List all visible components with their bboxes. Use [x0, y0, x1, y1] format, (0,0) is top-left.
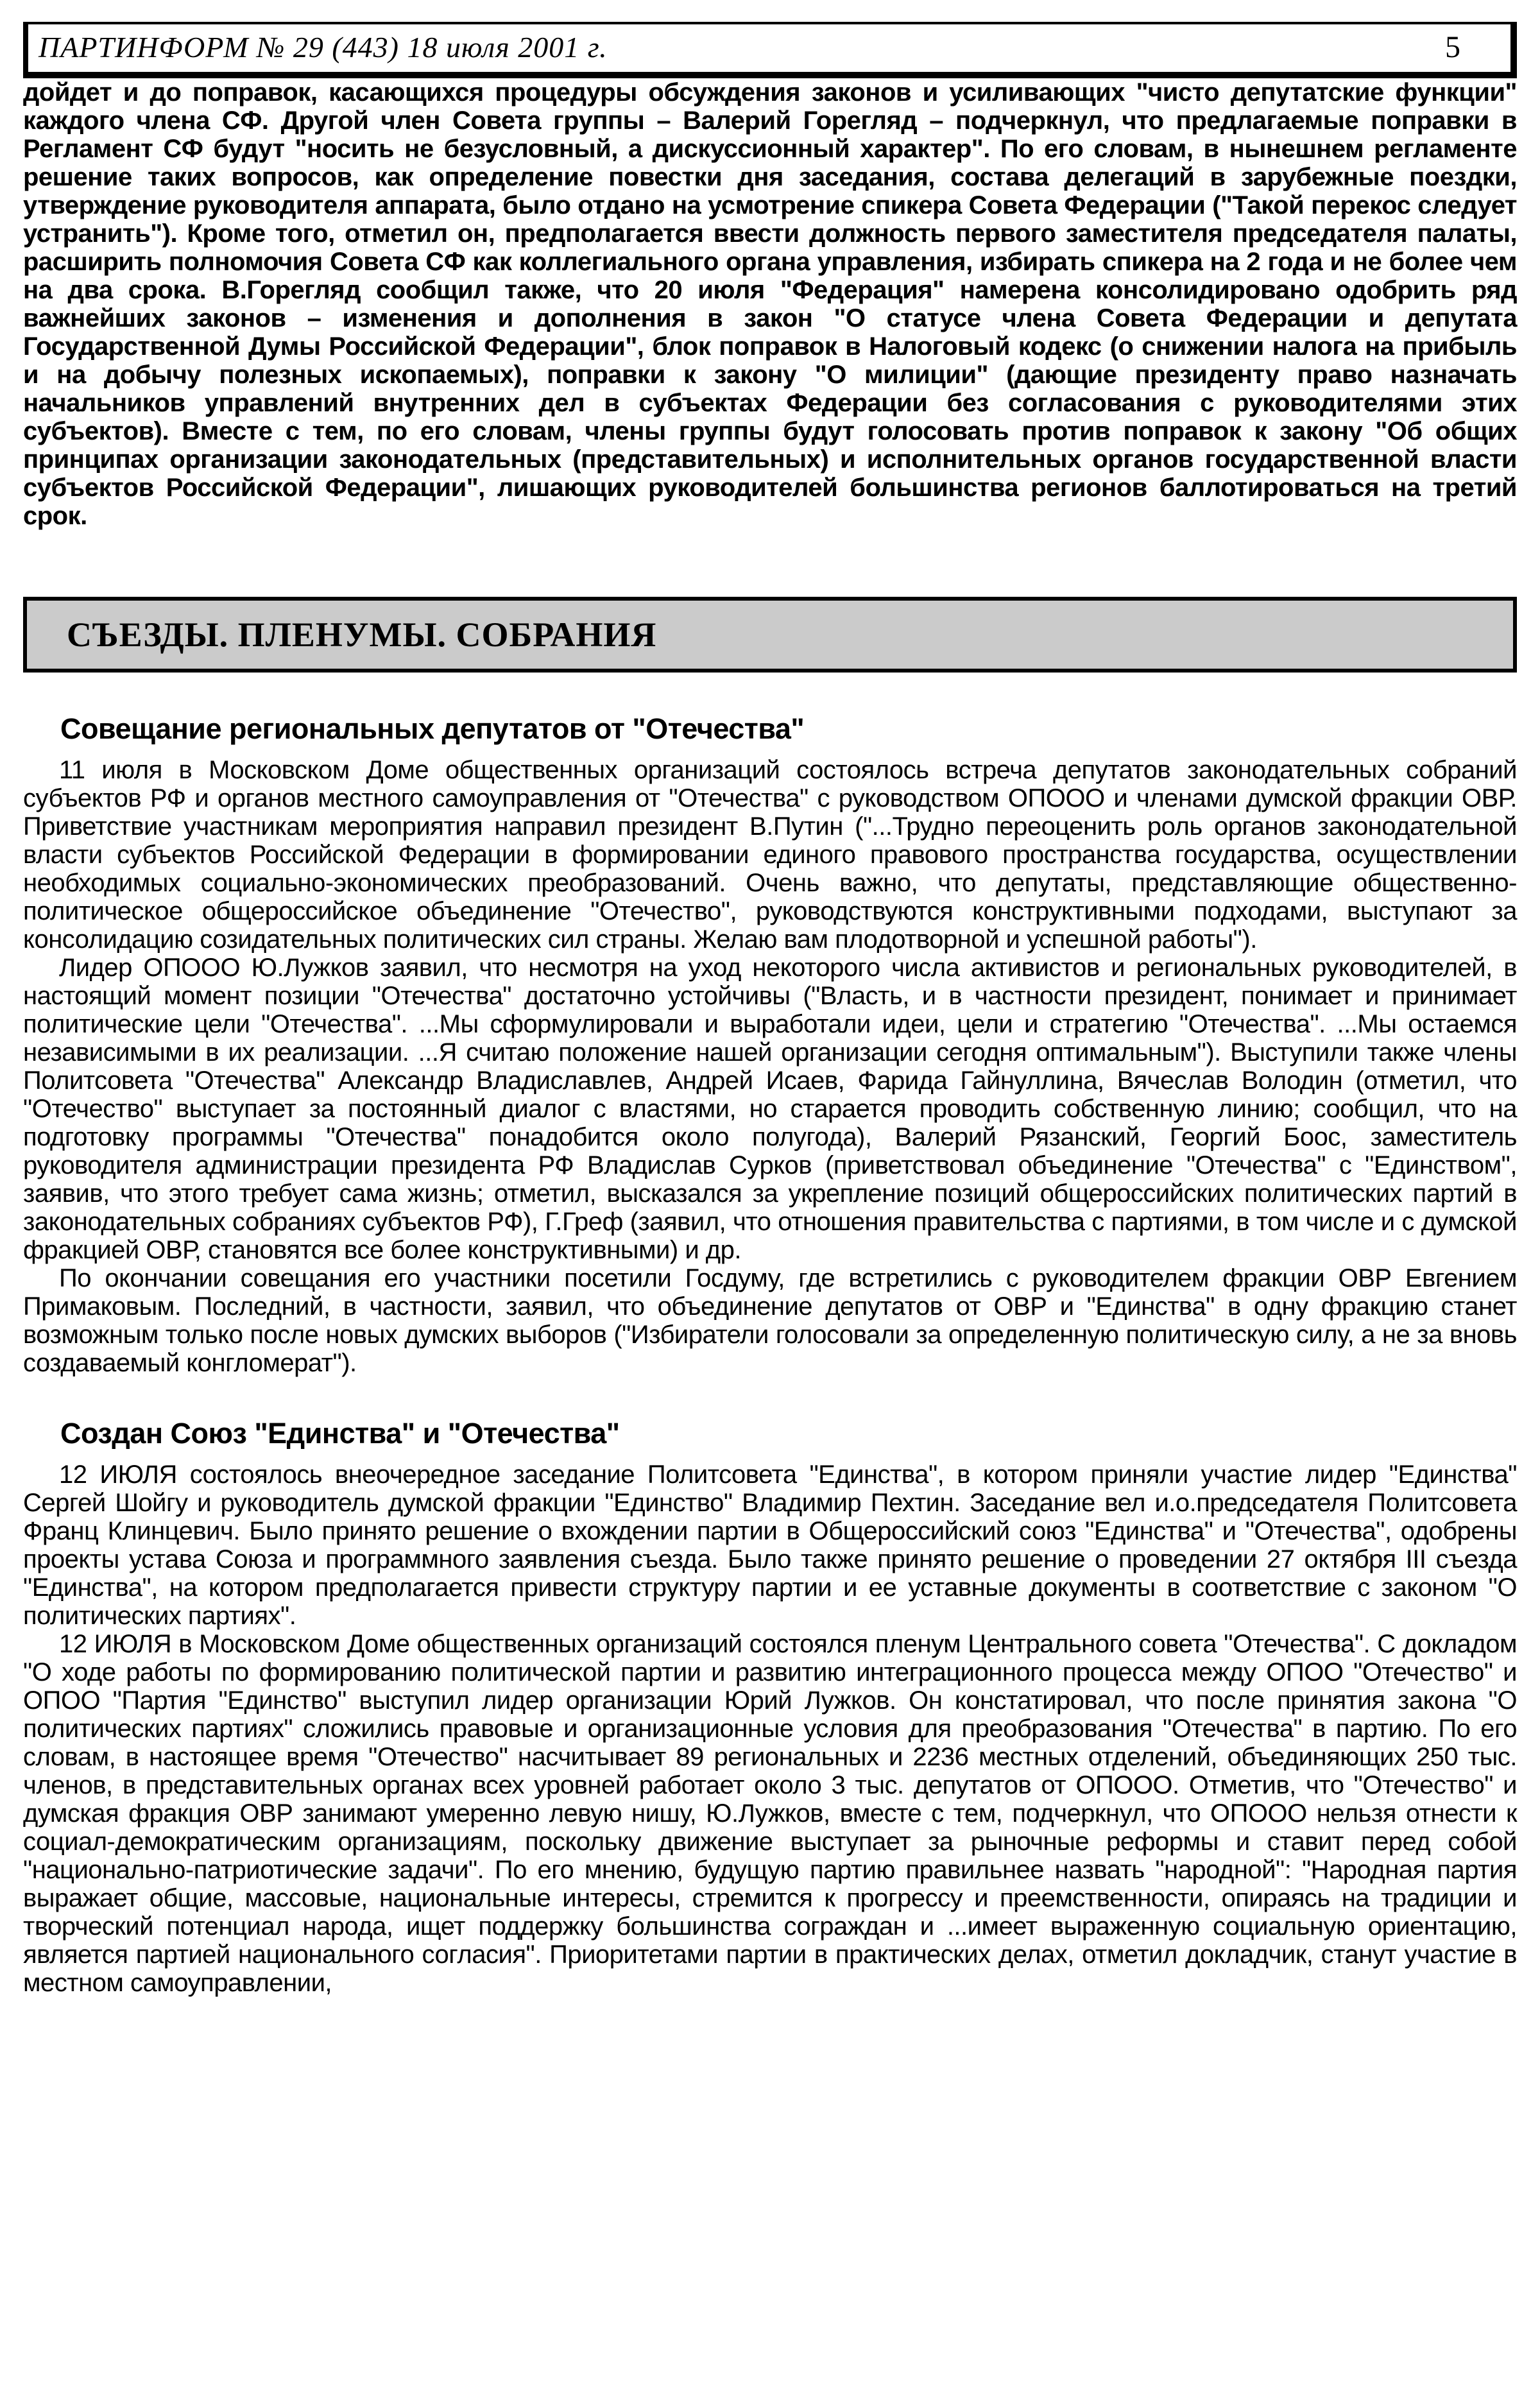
section-banner — [23, 597, 1517, 673]
article-paragraph: 11 июля в Московском Доме общественных организаций состоялось встреча депутатов законодательных собраний субъектов РФ и органов местного самоуправления от "Отечества" с руководством ОПООО и членами думской фракции ОВР. Приветствие участникам мероприятия направил президент В.Путин ("...Трудно переоценить роль органов законодательной власти субъектов Российской Федерации в формировании единого правового пространства государства, осуществлении необходимых социально-экономических преобразований. Очень важно, что депутаты, представляющие общественно-политическое общероссийское объединение "Отечество", руководствуются конструктивными подходами, выступают за консолидацию созидательных политических сил страны. Желаю вам плодотворной и успешной работы"). — [23, 756, 1517, 954]
article-union-edinstvo-otechestvo — [23, 1417, 1517, 1997]
article-meeting-regional-deputies — [23, 712, 1517, 1377]
running-header — [23, 22, 1517, 78]
article-paragraph: Лидер ОПООО Ю.Лужков заявил, что несмотря на уход некоторого числа активистов и региональных руководителей, в настоящий момент позиции "Отечества" достаточно устойчивы ("Власть, и в частности президент, понимает и принимает политические цели "Отечества". ...Мы сформулировали и выработали идеи, цели и стратегию "Отечества". ...Мы остаемся независимыми в их реализации. ...Я считаю положение нашей организации сегодня оптимальным"). Выступили также члены Политсовета "Отечества" Александр Владиславлев, Андрей Исаев, Фарида Гайнуллина, Вячеслав Володин (отметил, что "Отечество" выступает за постоянный диалог с властями, но старается проводить собственную линию; сообщил, что на подготовку программы "Отечества" понадобится около полугода), Валерий Рязанский, Георгий Боос, заместитель руководителя администрации президента РФ Владислав Сурков (приветствовал объединение "Отечества" с "Единством", заявив, что этого требует сама жизнь; отметил, высказался за укрепление позиций общероссийских политических партий в законодательных собраниях субъектов РФ), Г.Греф (заявил, что отношения правительства с партиями, в том числе и с думской фракцией ОВР, становятся все более конструктивными) и др. — [23, 954, 1517, 1264]
article-paragraph: 12 ИЮЛЯ состоялось внеочередное заседание Политсовета "Единства", в котором приняли участие лидер "Единства" Сергей Шойгу и руководитель думской фракции "Единство" Владимир Пехтин. Заседание вел и.о.председателя Политсовета Франц Клинцевич. Было принято решение о вхождении партии в Общероссийский союз "Единства" и "Отечества", одобрены проекты устава Союза и программного заявления съезда. Было также принято решение о проведении 27 октября III съезда "Единства", на котором предполагается привести структуру партии и ее уставные документы в соответствие с законом "О политических партиях". — [23, 1461, 1517, 1630]
section-title: СЪЕЗДЫ. ПЛЕНУМЫ. СОБРАНИЯ — [67, 615, 657, 654]
article-title: Создан Союз "Единства" и "Отечества" — [60, 1417, 620, 1450]
article-paragraph: По окончании совещания его участники посетили Госдуму, где встретились с руководителем фракции ОВР Евгением Примаковым. Последний, в частности, заявил, что объединение депутатов от ОВР и "Единства" в одну фракцию станет возможным только после новых думских выборов ("Избиратели голосовали за определенную политическую силу, а не за вновь создаваемый конгломерат"). — [23, 1264, 1517, 1377]
article-title: Совещание региональных депутатов от "Отечества" — [60, 712, 805, 745]
page-number: 5 — [1445, 30, 1460, 64]
newsletter-title: ПАРТИНФОРМ № 29 (443) 18 июля 2001 г. — [38, 30, 608, 64]
lead-paragraph: дойдет и до поправок, касающихся процедуры обсуждения законов и усиливающих "чисто депутатские функции" каждого члена СФ. Другой член Совета группы – Валерий Горегляд – подчеркнул, что предлагаемые поправки в Регламент СФ будут "носить не безусловный, а дискуссионный характер". По его словам, в нынешнем регламенте решение таких вопросов, как определение повестки дня заседания, состава делегаций в зарубежные поездки, утверждение руководителя аппарата, было отдано на усмотрение спикера Совета Федерации ("Такой перекос следует устранить"). Кроме того, отметил он, предполагается ввести должность первого заместителя председателя палаты, расширить полномочия Совета СФ как коллегиального органа управления, избирать спикера на 2 года и не более чем на два срока. В.Горегляд сообщил также, что 20 июля "Федерация" намерена консолидировано одобрить ряд важнейших законов – изменения и дополнения в закон "О статусе члена Совета Федерации и депутата Государственной Думы Российской Федерации", блок поправок в Налоговый кодекс (о снижении налога на прибыль и на добычу полезных ископаемых), поправки к закону "О милиции" (дающие президенту право назначать начальников управлений внутренних дел в субъектах Федерации без согласования с руководителями этих субъектов). Вместе с тем, по его словам, члены группы будут голосовать против поправок к закону "Об общих принципах организации законодательных (представительных) и исполнительных органов государственной власти субъектов Российской Федерации", лишающих руководителей большинства регионов баллотироваться на третий срок. — [23, 78, 1517, 530]
article-paragraph: 12 ИЮЛЯ в Московском Доме общественных организаций состоялся пленум Центрального совета "Отечества". С докладом "О ходе работы по формированию политической партии и развитию интеграционного процесса между ОПОО "Отечество" и ОПОО "Партия "Единство" выступил лидер организации Юрий Лужков. Он констатировал, что после принятия закона "О политических партиях" сложились правовые и организационные условия для преобразования "Отечества" в партию. По его словам, в настоящее время "Отечество" насчитывает 89 региональных и 2236 местных отделений, объединяющих 250 тыс. членов, в представительных органах всех уровней работает около 3 тыс. депутатов от ОПООО. Отметив, что "Отечество" и думская фракция ОВР занимают умеренно левую нишу, Ю.Лужков, вместе с тем, подчеркнул, что ОПООО нельзя отнести к социал-демократическим организациям, поскольку движение выступает за рыночные реформы и ставит перед собой "национально-патриотические задачи". По его мнению, будущую партию правильнее назвать "народной": "Народная партия выражает общие, массовые, национальные интересы, стремится к прогрессу и преемственности, опираясь на традиции и творческий потенциал народа, ищет поддержку большинства сограждан и ...имеет выраженную социальную ориентацию, является партией национального согласия". Приоритетами партии в практических делах, отметил докладчик, станут участие в местном самоуправлении, — [23, 1630, 1517, 1997]
